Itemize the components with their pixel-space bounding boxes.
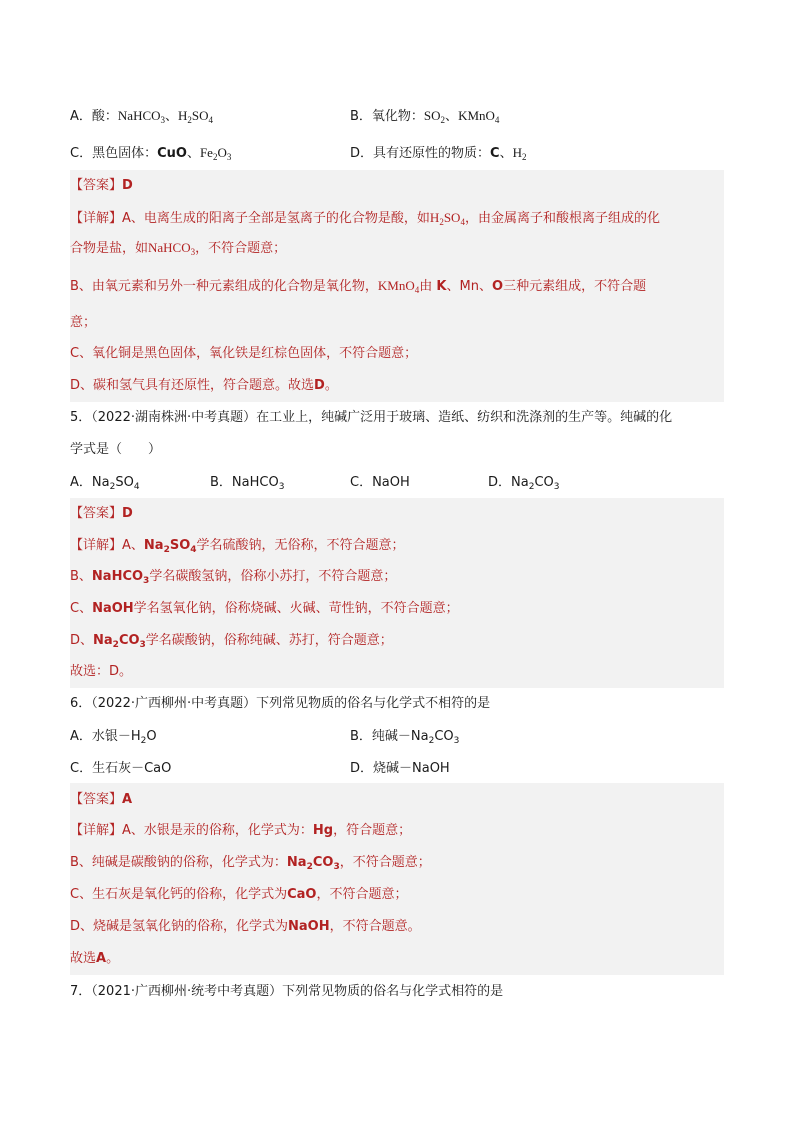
q5-stem-line2: 学式是（ ） [70, 442, 162, 457]
q6-detail-line3: C、生石灰是氧化钙的俗称，化学式为CaO，不符合题意； [70, 887, 408, 902]
q5-stem-line1: 5．（2022·湖南株洲·中考真题）在工业上，纯碱广泛用于玻璃、造纸、纺织和洗涤剂的生产等。纯碱的化 [70, 410, 673, 425]
q6-options-row2 [70, 759, 724, 779]
q4-detail-line6: D、碳和氢气具有还原性，符合题意。故选D。 [70, 378, 338, 393]
q5-detail-line2: B、NaHCO$_3$学名碳酸氢钠，俗称小苏打，不符合题意； [70, 569, 397, 586]
q5-option-a: A．$Na_2SO_4$ [70, 475, 140, 492]
q6-option-c: C．生石灰－CaO [70, 761, 172, 776]
q4-detail-line4: 意； [70, 315, 97, 330]
q4-detail-line2: 合物是盐，如NaHCO$_3$，不符合题意； [70, 240, 287, 257]
q4-option-b: B．氧化物：$SO_2$、KMnO$_4$ [350, 108, 500, 125]
q4-options-row1 [70, 106, 724, 127]
q5-detail-line1: 【详解】A、$Na_2SO_4$学名硫酸钠，无俗称，不符合题意； [70, 538, 405, 555]
q4-detail-line5: C、氧化铜是黑色固体，氧化铁是红棕色固体，不符合题意； [70, 346, 418, 361]
q6-answer: 【答案】A [70, 792, 133, 807]
q5-detail-line5: 故选：D。 [70, 664, 133, 679]
q4-detail-line3: B、由氧元素和另外一种元素组成的化合物是氧化物，KMnO$_4$由 K、Mn、O三种元素组成，不符合题 [70, 278, 647, 295]
q5-detail-line4: D、$Na_2CO_3$学名碳酸钠，俗称纯碱、苏打，符合题意； [70, 633, 393, 650]
q7-stem: 7．（2021·广西柳州·统考中考真题）下列常见物质的俗名与化学式相符的是 [70, 984, 504, 999]
q4-detail-line1: 【详解】A、电离生成的阳离子全部是氢离子的化合物是酸，如$H_2SO_4$，由金属离子和酸根离子组成的化 [70, 210, 660, 227]
q6-detail-line4: D、烧碱是氢氧化钠的俗称，化学式为NaOH，不符合题意。 [70, 919, 421, 934]
q5-option-c: C．NaOH [350, 475, 410, 490]
answer-panel-q6 [70, 783, 724, 975]
q4-answer: 【答案】D [70, 178, 133, 193]
q6-option-a: A．水银$-H_2O$ [70, 729, 157, 746]
q6-options-row1 [70, 727, 724, 747]
q4-options-row2 [70, 143, 724, 164]
answer-panel-q5 [70, 498, 724, 688]
q5-option-d: D．$Na_2CO_3$ [488, 475, 560, 492]
q6-detail-line1: 【详解】A、水银是汞的俗称，化学式为：Hg，符合题意； [70, 823, 412, 838]
q4-option-c: C．黑色固体：CuO、$Fe_2O_3$ [70, 145, 232, 162]
q5-option-b: B．NaHCO$_3$ [210, 475, 285, 492]
q6-option-b: B．纯碱$-Na_2CO_3$ [350, 729, 460, 746]
q4-option-d: D．具有还原性的物质：C、$H_2$ [350, 145, 527, 162]
q5-detail-line3: C、NaOH学名氢氧化钠，俗称烧碱、火碱、苛性钠，不符合题意； [70, 601, 459, 616]
q6-option-d: D．烧碱－NaOH [350, 761, 450, 776]
q6-detail-line5: 故选A。 [70, 951, 120, 966]
q6-detail-line2: B、纯碱是碳酸钠的俗称，化学式为：$Na_2CO_3$，不符合题意； [70, 855, 431, 872]
q4-option-a: A．酸：NaHCO$_3$、$H_2SO_4$ [70, 108, 214, 125]
q6-stem: 6．（2022·广西柳州·中考真题）下列常见物质的俗名与化学式不相符的是 [70, 696, 491, 711]
q5-answer: 【答案】D [70, 506, 133, 521]
